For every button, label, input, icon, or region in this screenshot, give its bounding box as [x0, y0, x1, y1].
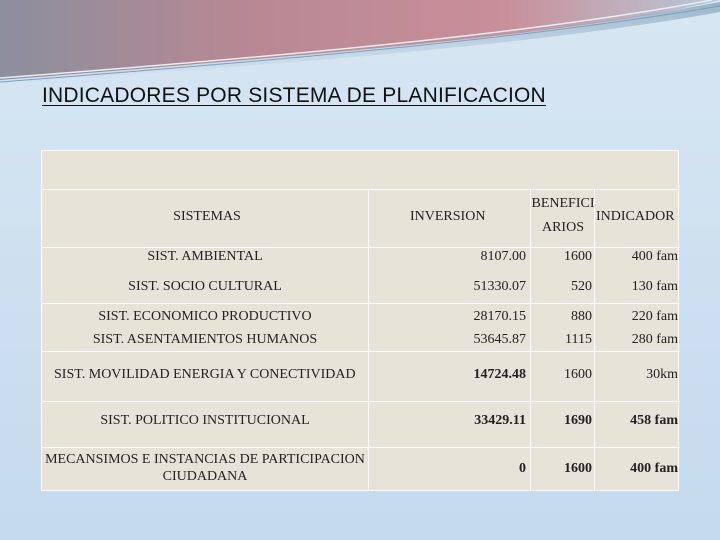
row-indicador: 220 fam: [631, 309, 678, 324]
row-beneficiarios: 1600: [564, 461, 592, 476]
decorative-header-band: [0, 0, 720, 85]
table-rule: [42, 247, 680, 248]
row-sistema: SIST. AMBIENTAL: [147, 249, 263, 264]
table-rule: [42, 447, 680, 448]
row-sistema: SIST. ASENTAMIENTOS HUMANOS: [92, 332, 318, 347]
row-inversion: 0: [519, 461, 526, 476]
row-inversion: 53645.87: [473, 332, 526, 347]
row-indicador: 280 fam: [631, 332, 678, 347]
row-indicador: 400 fam: [631, 249, 678, 264]
page-title: INDICADORES POR SISTEMA DE PLANIFICACION: [42, 84, 546, 107]
row-sistema: SIST. ECONOMICO PRODUCTIVO: [98, 309, 312, 324]
row-inversion: 8107.00: [480, 249, 526, 264]
row-indicador: 458 fam: [630, 413, 678, 428]
header-sistemas: SISTEMAS: [173, 209, 241, 224]
row-beneficiarios: 520: [571, 279, 592, 294]
header-beneficiarios-line2: ARIOS: [541, 220, 584, 235]
table-rule: [42, 189, 680, 190]
indicators-table: [41, 150, 679, 491]
row-beneficiarios: 1600: [564, 367, 592, 382]
table-rule: [42, 303, 680, 304]
row-indicador: 30km: [646, 367, 678, 382]
row-beneficiarios: 1600: [564, 249, 592, 264]
row-inversion: 51330.07: [473, 279, 526, 294]
row-inversion: 14724.48: [473, 367, 526, 382]
row-beneficiarios: 1690: [564, 413, 592, 428]
row-sistema: SIST. SOCIO CULTURAL: [128, 279, 282, 294]
header-inversion: INVERSION: [410, 209, 486, 224]
header-indicador: INDICADOR: [596, 209, 675, 224]
table-rule: [42, 351, 680, 352]
row-sistema-line2: CIUDADANA: [162, 469, 248, 484]
row-indicador: 400 fam: [630, 461, 678, 476]
table-rule: [368, 189, 369, 491]
row-beneficiarios: 880: [571, 309, 592, 324]
row-sistema: SIST. MOVILIDAD ENERGIA Y CONECTIVIDAD: [54, 367, 356, 382]
row-beneficiarios: 1115: [565, 332, 592, 347]
header-beneficiarios-line1: BENEFICI: [531, 196, 595, 211]
row-indicador: 130 fam: [631, 279, 678, 294]
row-sistema-line1: MECANSIMOS E INSTANCIAS DE PARTICIPACION: [45, 452, 365, 467]
row-inversion: 33429.11: [474, 413, 526, 428]
table-rule: [42, 401, 680, 402]
row-inversion: 28170.15: [473, 309, 526, 324]
row-sistema: SIST. POLITICO INSTITUCIONAL: [100, 413, 310, 428]
